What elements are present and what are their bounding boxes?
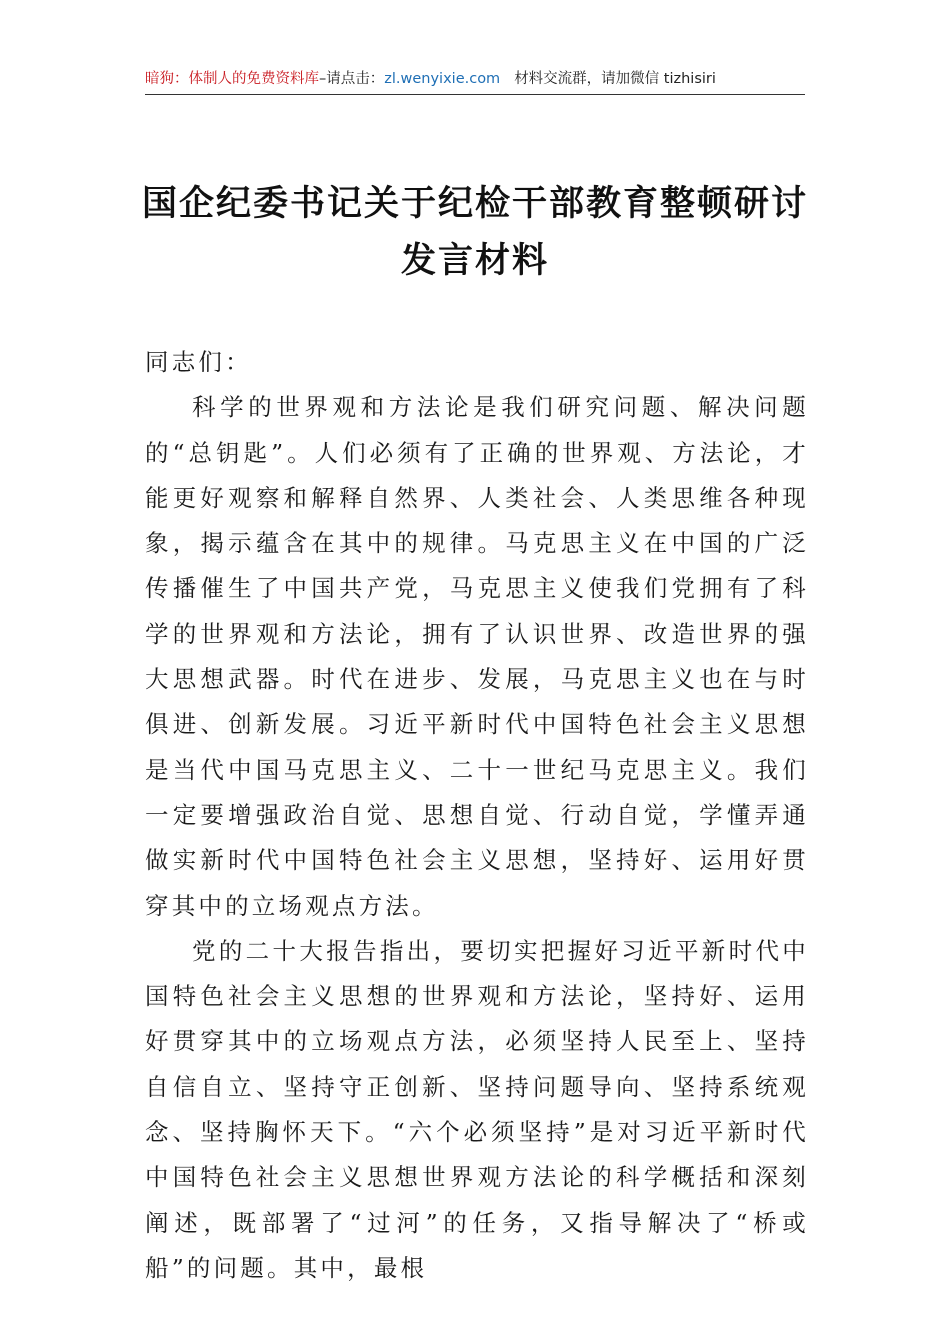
header-brand: 暗狗：体制人的免费资料库 <box>145 71 319 87</box>
document-body <box>145 340 809 1291</box>
header-click-prompt: –请点击： <box>319 71 385 87</box>
paragraph: 科学的世界观和方法论是我们研究问题、解决问题的“总钥匙”。人们必须有了正确的世界观、方法论，才能更好观察和解释自然界、人类社会、人类思维各种现象，揭示蕴含在其中的规律。马克思主义在中国的广泛传播催生了中国共产党，马克思主义使我们党拥有了科学的世界观和方法论，拥有了认识世界、改造世界的强大思想武器。时代在进步、发展，马克思主义也在与时俱进、创新发展。习近平新时代中国特色社会主义思想是当代中国马克思主义、二十一世纪马克思主义。我们一定要增强政治自觉、思想自觉、行动自觉，学懂弄通做实新时代中国特色社会主义思想，坚持好、运用好贯穿其中的立场观点方法。 <box>145 393 809 920</box>
page-header <box>145 66 805 95</box>
paragraph: 党的二十大报告指出，要切实把握好习近平新时代中国特色社会主义思想的世界观和方法论，坚持好、运用好贯穿其中的立场观点方法，必须坚持人民至上、坚持自信自立、坚持守正创新、坚持问题导向、坚持系统观念、坚持胸怀天下。“六个必须坚持”是对习近平新时代中国特色社会主义思想世界观方法论的科学概括和深刻阐述，既部署了“过河”的任务，又指导解决了“桥或船”的问题。其中，最根 <box>145 936 809 1282</box>
document-title-line1: 国企纪委书记关于纪检干部教育整顿研讨 <box>141 183 808 224</box>
header-url-link[interactable]: zl.wenyixie.com <box>384 71 501 87</box>
header-group-note: 材料交流群，请加微信 tizhisiri <box>514 71 716 87</box>
document-title-line2: 发言材料 <box>400 240 549 281</box>
salutation: 同志们： <box>145 348 252 376</box>
